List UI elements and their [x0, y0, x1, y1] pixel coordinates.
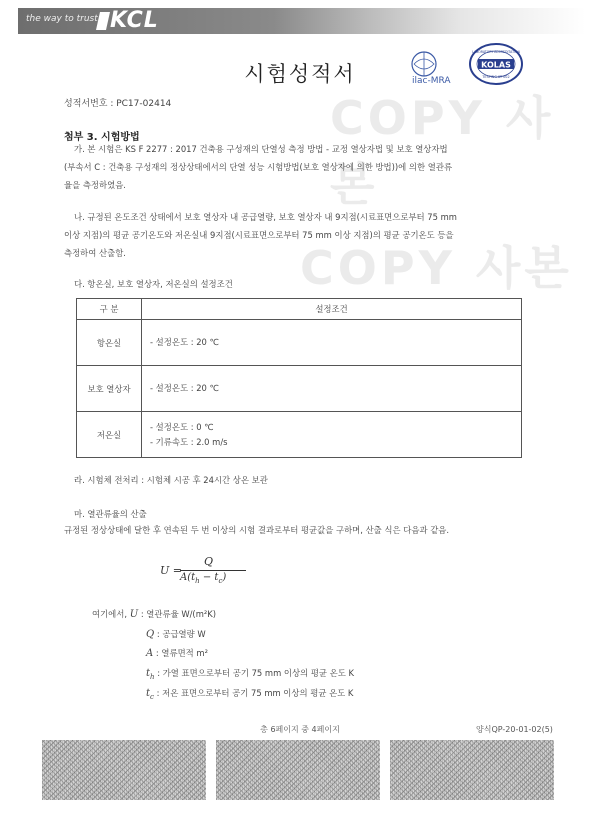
variable-row	[146, 687, 353, 701]
formula-lhs: U =	[160, 564, 182, 577]
conditions-table	[76, 298, 522, 458]
variable-description: : 저온 표면으로부터 공기 75 mm 이상의 평균 온도 K	[156, 688, 354, 698]
header-banner	[18, 8, 586, 34]
ilac-mra-logo	[410, 50, 462, 84]
paragraph-line: 이상 지점)의 평균 공기온도와 저온실내 9지점(시료표면으로부터 75 mm 이상 지점)의 평균 공기온도 등을	[64, 230, 454, 240]
paragraph-na	[64, 208, 542, 262]
document-title: 시험성적서	[244, 62, 356, 86]
header-tagline: the way to trust	[26, 14, 98, 24]
table-row	[77, 320, 522, 366]
watermark: COPY 사본	[300, 241, 573, 295]
table-cell-condition	[142, 320, 522, 366]
paragraph-line: 나. 규정된 온도조건 상태에서 보호 열상자 내 공급열량, 보호 열상자 내 9지점(시료표면으로부터 75 mm	[74, 212, 457, 222]
section-ma-label: 마. 열관류율의 산출	[74, 509, 147, 519]
security-pattern	[216, 740, 380, 800]
variable-description: : 열관류율 W/(m²K)	[140, 609, 216, 619]
table-header-row	[77, 299, 522, 320]
ilac-text: ilac-MRA	[412, 76, 451, 84]
condition-line: - 기류속도 : 2.0 m/s	[150, 436, 228, 447]
condition-line: - 설정온도 : 20 ℃	[150, 337, 219, 347]
table-cell-name: 항온실	[77, 320, 142, 366]
variable-description: : 공급열량 W	[156, 629, 206, 639]
kolas-text: KOLAS	[481, 60, 511, 70]
paragraph-line: 율을 측정하였음.	[64, 180, 126, 190]
kolas-logo	[468, 42, 524, 86]
table-cell-condition	[142, 412, 522, 458]
variable-row	[146, 667, 354, 681]
table-cell-condition	[142, 366, 522, 412]
table-row	[77, 412, 522, 458]
variable-symbol: A	[146, 648, 154, 659]
table-header: 구 분	[77, 299, 142, 320]
variable-symbol: $t_c$	[146, 688, 154, 701]
variable-description: : 열류면적 m²	[155, 648, 208, 658]
variables-intro: 여기에서,	[92, 609, 128, 619]
paragraph-line: (부속서 C : 건축용 구성재의 정상상태에서의 단열 성능 시험방법(보호 열상자에 의한 방법))에 의한 열관류	[64, 162, 453, 172]
brand-logo: KCL	[110, 8, 159, 33]
section-title: 첨부 3. 시험방법	[64, 132, 140, 143]
paragraph-line: 측정하여 산출함.	[64, 248, 126, 258]
page-number: 총 6페이지 중 4페이지	[260, 725, 340, 734]
u-value-formula	[160, 554, 260, 588]
kcl-mark-icon	[96, 12, 110, 30]
table-cell-name: 저온실	[77, 412, 142, 458]
paragraph-line: 가. 본 시험은 KS F 2277 : 2017 건축용 구성재의 단열성 측정 방법 - 교정 열상자법 및 보호 열상자법	[74, 144, 448, 154]
condition-line: - 설정온도 : 0 ℃	[150, 421, 214, 432]
form-number: 양식QP-20-01-02(5)	[476, 725, 553, 734]
formula-numerator: Q	[204, 555, 214, 568]
kolas-sub-text: TESTING KT 002	[482, 75, 510, 79]
variable-symbol: $t_h$	[146, 668, 155, 681]
variable-row	[146, 647, 208, 659]
kolas-ring-text: LABORATORY ACCREDITATION	[472, 50, 520, 54]
variable-row	[146, 628, 206, 640]
section-ra-label: 라. 시험체 전처리 : 시험체 시공 후 24시간 상온 보관	[74, 475, 268, 485]
table-cell-name: 보호 열상자	[77, 366, 142, 412]
section-ma-description: 규정된 정상상태에 달한 후 연속된 두 번 이상의 시험 결과로부터 평균값을 구하며, 산출 식은 다음과 같음.	[64, 525, 450, 535]
paragraph-ga	[64, 140, 542, 194]
section-da-label: 다. 항온실, 보호 열상자, 저온실의 설정조건	[74, 279, 233, 289]
condition-line: - 설정온도 : 20 ℃	[150, 383, 219, 393]
formula-fraction-bar	[180, 570, 246, 571]
variable-description: : 가열 표면으로부터 공기 75 mm 이상의 평균 온도 K	[157, 668, 354, 678]
variable-symbol: U	[129, 609, 139, 620]
watermark: COPY 사본	[330, 91, 555, 211]
formula-denominator: $A(t_h - t_c)$	[180, 572, 227, 585]
variable-row	[92, 608, 216, 620]
table-header: 설정조건	[142, 299, 522, 320]
security-pattern	[42, 740, 206, 800]
report-number: 성적서번호 : PC17-02414	[64, 99, 172, 109]
variable-symbol: Q	[146, 629, 155, 640]
table-row	[77, 366, 522, 412]
security-pattern	[390, 740, 554, 800]
